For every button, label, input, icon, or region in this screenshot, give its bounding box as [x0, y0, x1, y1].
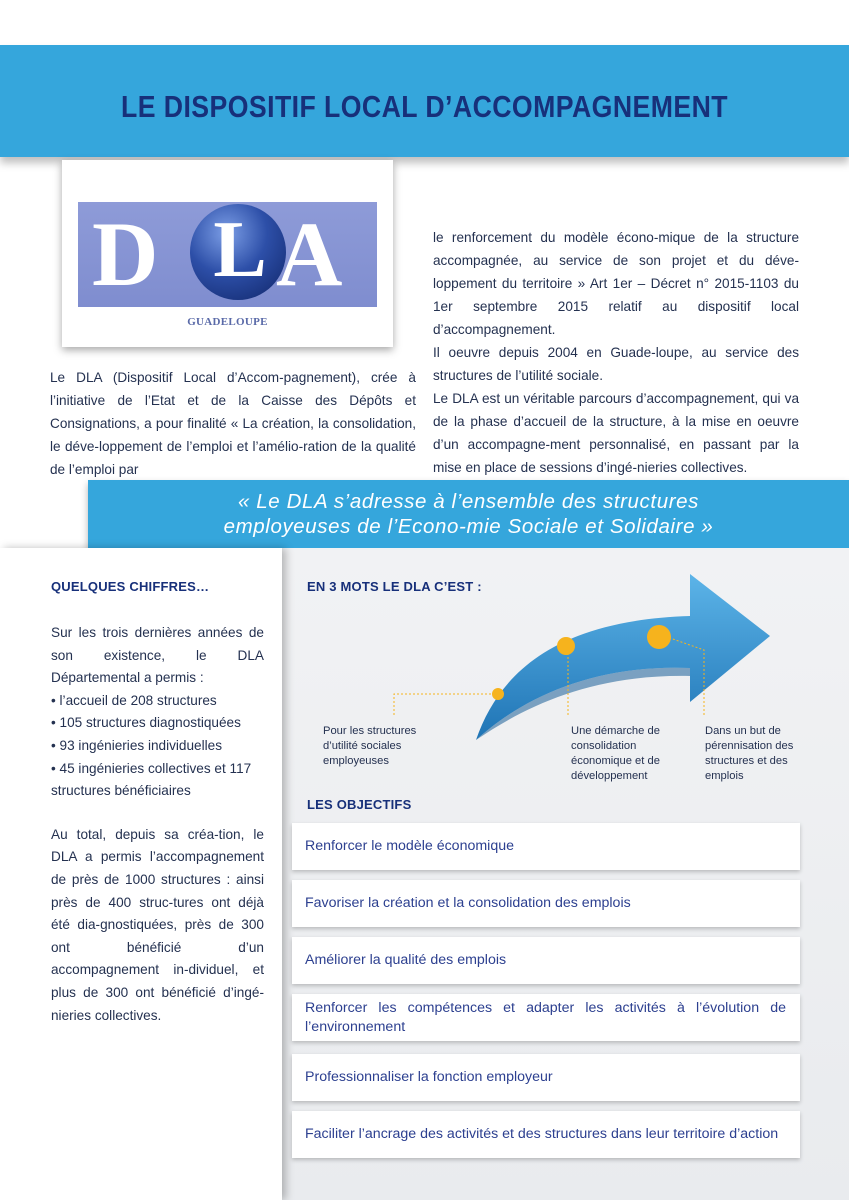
objective-item — [292, 937, 800, 984]
objective-item — [292, 1111, 800, 1158]
quote-text — [88, 489, 849, 539]
intro-paragraph: Le DLA est un véritable parcours d’accompagnement, qui va de la phase d’accueil de la structure, à la mise en oeuvre d’un accompagne-ment personnalisé, en passant par la mise en place de sessions d’ingé-nieries collectives. — [433, 391, 799, 475]
logo-subtitle: GUADELOUPE — [187, 316, 268, 328]
list-item: • 45 ingénieries collectives et 117 structures bénéficiaires — [51, 760, 252, 799]
quote-line: « Le DLA s’adresse à l’ensemble des structures — [238, 490, 699, 513]
intro-paragraph-left: Le DLA (Dispositif Local d’Accom-pagnement), crée à l’initiative de l’Etat et de la Caisse des Dépôts et Consignations, a pour finalité « La création, la consolidation, le déve-loppement de l’emploi et l’amélio-ration de la qualité de l’emploi par — [50, 370, 416, 477]
arrow-label-2: Une démarche de consolidation économique et de développement — [571, 725, 660, 782]
logo-letter-d: D — [92, 203, 159, 305]
figures-list — [51, 690, 264, 803]
objective-label: Professionnaliser la fonction employeur — [305, 1069, 553, 1085]
logo-background — [78, 202, 377, 307]
objective-item — [292, 823, 800, 870]
arrow-label-3: Dans un but de pérennisation des structures et des emplois — [705, 725, 794, 782]
figures-text — [51, 622, 264, 1027]
figures-heading: QUELQUES CHIFFRES… — [51, 579, 210, 594]
objectives-heading: LES OBJECTIFS — [307, 797, 412, 812]
arrow-label-1: Pour les structures d’utilité sociales employeuses — [323, 725, 417, 767]
objective-item — [292, 1054, 800, 1101]
milestone-dot — [557, 637, 575, 655]
quote-line: employeuses de l’Econo-mie Sociale et Solidaire » — [223, 515, 714, 538]
objective-label: Faciliter l’ancrage des activités et des structures dans leur territoire d’action — [305, 1126, 779, 1142]
figures-intro: Sur les trois dernières années de son existence, le DLA Départemental a permis : — [51, 625, 264, 686]
page-title: LE DISPOSITIF LOCAL D’ACCOMPAGNEMENT — [121, 89, 728, 124]
intro-column-right — [433, 226, 799, 479]
objective-label: Améliorer la qualité des emplois — [305, 952, 507, 968]
objective-item — [292, 880, 800, 927]
objective-label: Favoriser la création et la consolidation des emplois — [305, 895, 631, 911]
connector-line — [394, 694, 498, 715]
figures-outro: Au total, depuis sa créa-tion, le DLA a permis l’accompagnement de près de 1000 structures : ainsi près de 400 struc-tures ont déjà été dia-gnostiquées, près de 300 ont bénéficié d’un accompagnement in-dividuel, et plus de 300 ont bénéficié d’ingé-nieries collectives. — [51, 826, 264, 1023]
objective-item — [292, 994, 800, 1041]
objective-label: Renforcer les compétences et adapter les activités à l’évolution de l’environnement — [305, 1000, 786, 1035]
milestone-dot — [492, 688, 504, 700]
objective-label: Renforcer le modèle économique — [305, 838, 514, 854]
list-item: • l’accueil de 208 structures — [51, 692, 217, 708]
list-item: • 105 structures diagnostiquées — [51, 715, 241, 731]
intro-paragraph: le renforcement du modèle écono-mique de la structure accompagnée, au service de son projet et du déve-loppement du territoire » Art 1er – Décret n° 2015-1103 du 1er septembre 2015 relatif au dispositif local d’accompagnement. — [433, 230, 799, 337]
quote-band — [88, 480, 849, 548]
logo-letter-a: A — [276, 203, 343, 305]
arrow-shape — [476, 574, 770, 740]
three-words-heading: EN 3 MOTS LE DLA C’EST : — [307, 579, 482, 594]
milestone-dot — [647, 625, 671, 649]
title-band — [0, 45, 849, 157]
dla-logo — [62, 160, 393, 347]
intro-paragraph: Il oeuvre depuis 2004 en Guade-loupe, au service des structures de l’utilité sociale. — [433, 345, 799, 383]
list-item: • 93 ingénieries individuelles — [51, 737, 223, 753]
logo-letter-l: L — [213, 206, 267, 294]
